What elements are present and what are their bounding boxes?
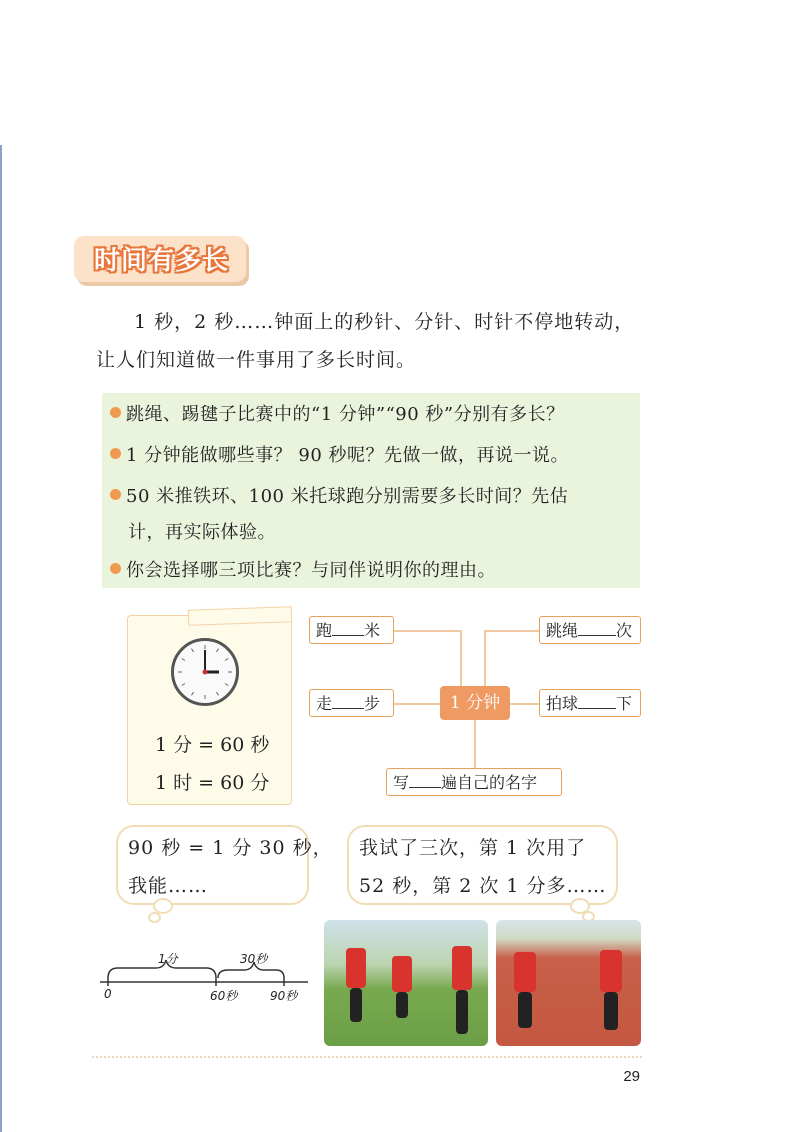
question-4	[110, 556, 496, 582]
question-1	[110, 400, 565, 426]
page-number: 29	[623, 1068, 640, 1085]
question-3-cont: 计，再实际体验。	[128, 522, 276, 543]
connector	[393, 630, 461, 632]
intro-line-2: 让人们知道做一件事用了多长时间。	[96, 349, 417, 371]
connector	[484, 630, 486, 686]
question-3	[110, 482, 568, 508]
bubble-right-line-2: 52 秒，第 2 次 1 分多……	[359, 875, 607, 897]
question-text: 50 米推铁环、100 米托球跑分别需要多长时间？先估	[126, 486, 569, 507]
equation-hour: 1 时 = 60 分	[155, 772, 270, 794]
page-edge	[0, 145, 2, 1132]
connector	[510, 703, 540, 705]
connector	[393, 703, 440, 705]
photo-kids-kicking-shuttlecock	[324, 920, 488, 1046]
bullet-icon	[110, 563, 121, 574]
activity-bounce-ball: 拍球 下	[539, 689, 641, 717]
bullet-icon	[110, 448, 121, 459]
page-title: 时间有多长	[94, 246, 230, 276]
bullet-icon	[110, 407, 121, 418]
label-thirty-seconds: 30秒	[240, 952, 268, 966]
bubble-right-line-1: 我试了三次，第 1 次用了	[359, 837, 587, 859]
activity-run: 跑 米	[309, 616, 394, 644]
question-text: 跳绳、踢毽子比赛中的“1 分钟”“90 秒”分别有多长？	[126, 404, 565, 425]
activity-walk: 走 步	[309, 689, 394, 717]
question-text: 你会选择哪三项比赛？与同伴说明你的理由。	[126, 560, 496, 581]
footer-divider	[92, 1056, 642, 1058]
connector	[474, 720, 476, 768]
bubble-left-line-1: 90 秒 = 1 分 30 秒，	[128, 837, 333, 859]
equation-minute: 1 分 = 60 秒	[155, 734, 270, 756]
question-text: 1 分钟能做哪些事？ 90 秒呢？先做一做，再说一说。	[126, 445, 570, 466]
tick-label-90: 90秒	[270, 989, 298, 1003]
clock-icon	[171, 638, 239, 706]
connector	[484, 630, 540, 632]
tick-label-0: 0	[104, 987, 112, 1001]
question-2	[110, 441, 569, 467]
bullet-icon	[110, 489, 121, 500]
label-one-minute: 1分	[158, 952, 178, 966]
center-one-minute: 1 分钟	[440, 686, 510, 720]
photo-kids-on-track	[496, 920, 641, 1046]
tick-label-60: 60秒	[210, 989, 238, 1003]
activity-jump-rope: 跳绳 次	[539, 616, 641, 644]
activity-write-name: 写 遍自己的名字	[386, 768, 562, 796]
bubble-left-line-2: 我能……	[128, 875, 209, 897]
bubble-tail	[148, 912, 161, 923]
intro-line-1: 1 秒，2 秒……钟面上的秒针、分针、时针不停地转动，	[134, 311, 635, 333]
connector	[460, 630, 462, 686]
